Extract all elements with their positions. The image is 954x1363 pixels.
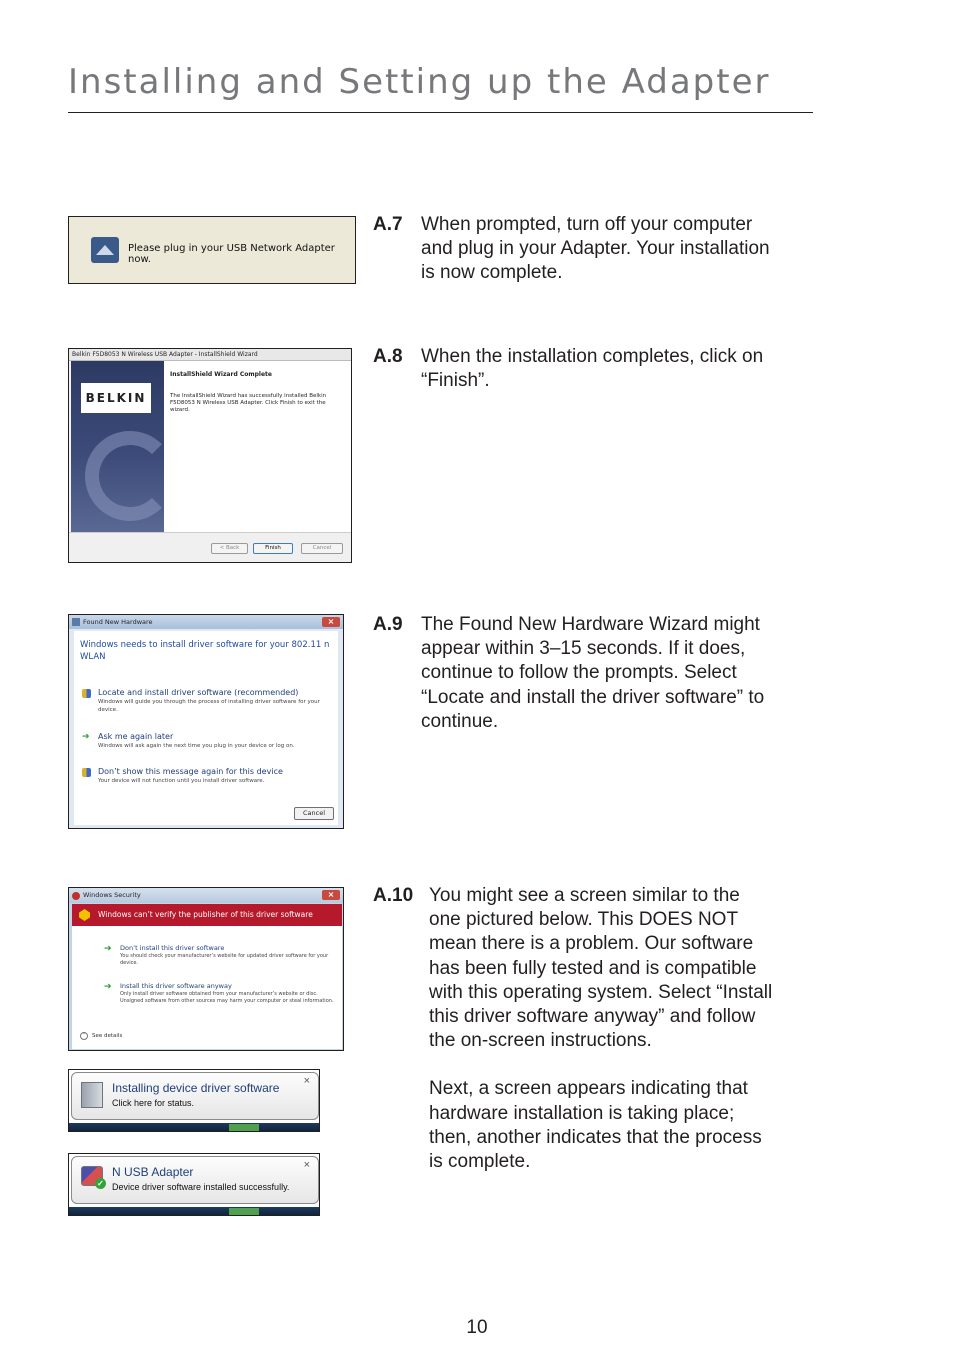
page-number: 10 <box>466 1317 488 1338</box>
balloon-title: Installing device driver software <box>112 1081 280 1095</box>
window-title: Belkin F5D8053 N Wireless USB Adapter - InstallShield Wizard <box>69 349 351 361</box>
warning-text: Windows can’t verify the publisher of this driver software <box>98 910 313 919</box>
hardware-icon <box>72 618 80 626</box>
dialog-pane <box>74 631 338 825</box>
security-icon <box>72 892 80 900</box>
step-paragraph: You might see a screen similar to the one pictured below. This DOES NOT mean there is a problem. Our software has been fully tested and is compatible with this operating system. Select “Install this driver software anyway” and follow the on-screen instructions. <box>429 885 773 1052</box>
finish-button[interactable]: Finish <box>253 543 293 554</box>
arrow-icon: ➔ <box>104 982 112 992</box>
step-text <box>421 345 771 417</box>
balloon-text: Click here for status. <box>112 1098 195 1108</box>
see-details-label: See details <box>92 1033 123 1039</box>
option-description: You should check your manufacturer’s website for updated driver software for your device. <box>120 953 329 966</box>
window-title: Windows Security <box>83 891 141 899</box>
cancel-button[interactable]: Cancel <box>294 807 334 820</box>
step-number: A.10 <box>373 885 414 906</box>
step-paragraph: Next, a screen appears indicating that hardware installation is taking place; then, another indicates that the process is complete. <box>429 1078 762 1173</box>
found-new-hardware-screenshot <box>68 614 344 829</box>
plug-in-message: Please plug in your USB Network Adapter now. <box>128 243 335 265</box>
option-description: Windows will guide you through the process of installing driver software for your device. <box>98 699 320 713</box>
option-heading: Ask me again later <box>98 732 174 741</box>
step-number: A.8 <box>373 346 403 367</box>
usb-plug-icon <box>91 237 119 263</box>
wizard-body <box>164 361 352 532</box>
cancel-button[interactable]: Cancel <box>301 543 343 554</box>
wizard-sidebar <box>71 361 164 532</box>
notification-balloon[interactable] <box>71 1072 319 1120</box>
windows-security-screenshot <box>68 887 344 1051</box>
taskbar <box>69 1123 319 1132</box>
close-icon[interactable]: × <box>322 617 340 627</box>
close-icon[interactable]: × <box>303 1159 310 1171</box>
plug-in-adapter-screenshot <box>68 216 356 284</box>
swirl-graphic <box>85 431 175 521</box>
notification-balloon[interactable] <box>71 1156 319 1204</box>
step-number: A.9 <box>373 614 403 635</box>
window-title-bar <box>69 615 343 629</box>
balloon-text: Device driver software installed successfully. <box>112 1182 290 1192</box>
arrow-icon: ➔ <box>82 732 90 742</box>
dialog-intro: Windows needs to install driver software for your 802.11 n WLAN <box>80 640 330 662</box>
shield-icon <box>82 768 91 777</box>
arrow-icon: ➔ <box>104 944 112 954</box>
checkmark-icon: ✓ <box>95 1178 106 1189</box>
close-icon[interactable]: × <box>303 1075 310 1087</box>
step-paragraph: The Found New Hardware Wizard might appear within 3–15 seconds. If it does, continue to follow the prompts. Select “Locate and install the driver software” to continue. <box>421 614 765 732</box>
wizard-button-row <box>69 532 351 563</box>
wizard-text: The InstallShield Wizard has successfully installed Belkin F5D8053 N Wireless USB Adapter. Click Finish to exit the wizard. <box>170 393 327 413</box>
step-text <box>421 213 771 310</box>
title-rule <box>68 112 813 113</box>
shield-icon <box>82 689 91 698</box>
close-icon[interactable]: × <box>322 890 340 900</box>
balloon-title: N USB Adapter <box>112 1165 194 1179</box>
driver-installed-balloon-screenshot <box>68 1153 320 1216</box>
system-tray <box>229 1208 259 1216</box>
usb-adapter-icon <box>81 1166 103 1186</box>
option-heading: Install this driver software anyway <box>120 982 232 990</box>
wizard-heading: InstallShield Wizard Complete <box>170 371 272 378</box>
chevron-down-icon: ˅ <box>80 1032 88 1040</box>
belkin-logo: BELKIN <box>81 383 151 413</box>
warning-shield-icon <box>79 909 90 921</box>
step-text <box>421 613 771 758</box>
option-description: Only install driver software obtained from your manufacturer’s website or disc. Unsigned software from other sources may harm your computer or steal information. <box>120 991 334 1004</box>
taskbar <box>69 1207 319 1216</box>
window-title: Found New Hardware <box>83 618 153 626</box>
installing-driver-balloon-screenshot <box>68 1069 320 1132</box>
option-description: Windows will ask again the next time you plug in your device or log on. <box>98 743 295 749</box>
step-number: A.7 <box>373 214 403 235</box>
step-paragraph: When prompted, turn off your computer and plug in your Adapter. Your installation is now complete. <box>421 214 770 284</box>
system-tray <box>229 1124 259 1132</box>
step-paragraph: When the installation completes, click on “Finish”. <box>421 346 764 392</box>
installshield-complete-screenshot <box>68 348 352 563</box>
window-title-bar <box>69 888 343 903</box>
dialog-pane <box>72 926 342 1049</box>
device-icon <box>81 1082 103 1108</box>
option-description: Your device will not function until you install driver software. <box>98 778 265 784</box>
step-text <box>429 884 774 1198</box>
see-details-toggle[interactable] <box>80 1033 122 1039</box>
back-button[interactable]: < Back <box>211 543 248 554</box>
page-title: Installing and Setting up the Adapter <box>68 62 771 102</box>
option-heading: Don’t install this driver software <box>120 944 225 952</box>
option-heading: Locate and install driver software (recommended) <box>98 688 299 697</box>
option-heading: Don’t show this message again for this device <box>98 767 283 776</box>
warning-banner <box>72 904 342 926</box>
